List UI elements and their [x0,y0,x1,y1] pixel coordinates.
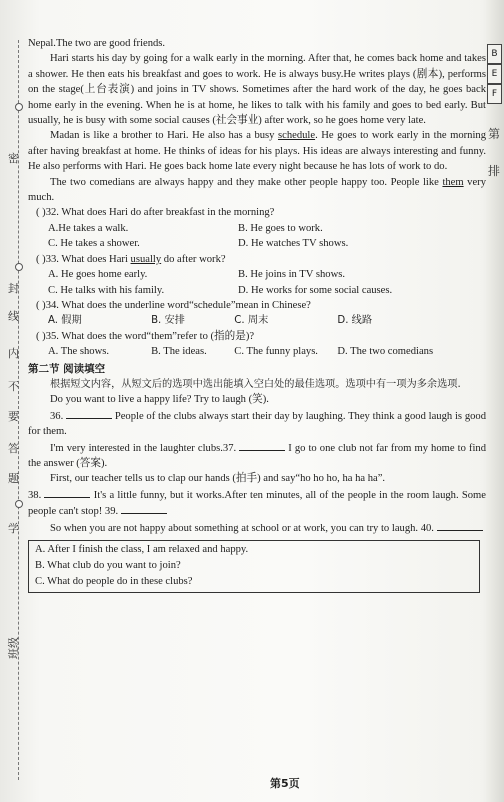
option[interactable]: A. The shows. [48,346,110,358]
question-33: ( )33. What does Hari usually do after work? [36,253,226,265]
side-label: 要 [8,410,19,423]
choice-b: B. What club do you want to join? [35,560,181,571]
side-label: 题 [8,472,19,485]
option[interactable]: B. He joins in TV shows. [238,269,346,281]
side-label: 内 [8,347,19,360]
section-instruction: 根据短文内容，从短文后的选项中选出能填入空白处的最佳选项。选项中有一项为多余选项. [50,378,461,390]
option[interactable]: A.He takes a walk. [48,222,129,234]
cloze-paragraph: 38. It's a little funny, but it works.After ten minutes, all of the people in the room laugh. Some people can't stop! 39. [28,487,486,520]
option[interactable]: B. 安排 [151,315,185,327]
passage-paragraph: Hari starts his day by going for a walk early in the morning. After that, he comes back home and takes a shower. He then eats his breakfast and goes to work. He is always busy.He writes plays (剧本), performs on the stage(上台表演) and joins in TV shows. Sometimes after the hard work of the day, he goes back home early in the evening. When he is at home, he likes to talk with his family and goes to bed early. But usually, he is busy with some social causes (社会事业) after work, so he goes home very late. [28,53,486,127]
class-label: 班级 [7,637,20,659]
options-33 [28,283,486,298]
next-page-char: 第 [487,127,500,141]
side-label: 学 [8,522,19,535]
answer-blank-37[interactable] [239,440,285,451]
binding-ring [15,263,23,271]
choices-box [28,540,480,593]
cloze-line: Do you want to live a happy life? Try to laugh (笑). [50,394,269,406]
next-page-box: B [487,44,502,64]
cloze-paragraph: So when you are not happy about something at school or at work, you can try to laugh. 40. [28,520,486,536]
answer-blank-38[interactable] [44,487,90,498]
answer-blank-40[interactable] [437,520,483,531]
binding-ring [15,103,23,111]
cloze-paragraph: First, our teacher tells us to clap our hands (拍手) and say“ho ho ho, ha ha ha”. [50,473,386,485]
content [28,36,486,593]
options-34 [28,313,486,328]
option[interactable]: A. He goes home early. [48,269,148,281]
option[interactable]: D. The two comedians [337,346,434,358]
cloze-paragraph: 36. People of the clubs always start their day by laughing. They think a good laugh is good for them. [28,408,486,440]
option[interactable]: D. He works for some social causes. [238,284,393,296]
option[interactable]: C. He takes a shower. [48,238,140,250]
binding-ring [15,500,23,508]
passage-line: Nepal.The two are good friends. [28,38,166,49]
option[interactable]: C. 周末 [234,315,269,327]
section-heading: 第二节 阅读填空 [28,362,106,375]
page-number: 第5页 [270,777,300,790]
option[interactable]: B. The ideas. [151,346,207,358]
side-label: 线 [8,310,19,323]
underlined-word-them: them [442,176,464,188]
cloze-paragraph: I'm very interested in the laughter clubs.37. I go to one club not far from my home to find the answer (答案). [28,440,486,472]
next-page-box: F [487,84,502,104]
question-32: ( )32. What does Hari do after breakfast in the morning? [36,207,275,219]
choice-c: C. What do people do in these clubs? [35,576,193,587]
question-35: ( )35. What does the word“them”refer to (指的是)? [36,330,255,342]
option[interactable]: C. The funny plays. [234,346,318,358]
choice-a: A. After I finish the class, I am relaxed and happy. [35,544,249,555]
next-page-edge [486,0,504,802]
answer-blank-39[interactable] [121,503,167,514]
options-32 [28,236,486,251]
next-page-box: E [487,64,502,84]
passage-paragraph: The two comedians are always happy and they make other people happy too. People like them very much. [28,176,486,204]
option[interactable]: D. He watches TV shows. [238,238,349,250]
option[interactable]: B. He goes to work. [238,222,323,234]
passage-paragraph: Madan is like a brother to Hari. He also has a busy schedule. He goes to work early in the morning after having breakfast at home. He thinks of ideas for his plays. His ideas are always interesting and funny. He also performs with Hari. He goes back home late every night because he has lots of work to do. [28,130,487,173]
side-label: 不 [8,380,19,393]
option[interactable]: C. He talks with his family. [48,284,165,296]
side-label: 答 [8,442,19,455]
options-32 [28,221,486,236]
answer-blank-36[interactable] [66,408,112,419]
options-33 [28,267,486,282]
side-label: 密 [8,152,19,165]
options-35 [28,344,486,359]
next-page-char: 排 [487,164,500,178]
question-34: ( )34. What does the underline word“schedule”mean in Chinese? [36,299,311,311]
underlined-word-schedule: schedule [278,130,316,142]
option[interactable]: A. 假期 [48,315,82,327]
side-label: 封 [8,282,19,295]
option[interactable]: D. 线路 [337,315,373,327]
